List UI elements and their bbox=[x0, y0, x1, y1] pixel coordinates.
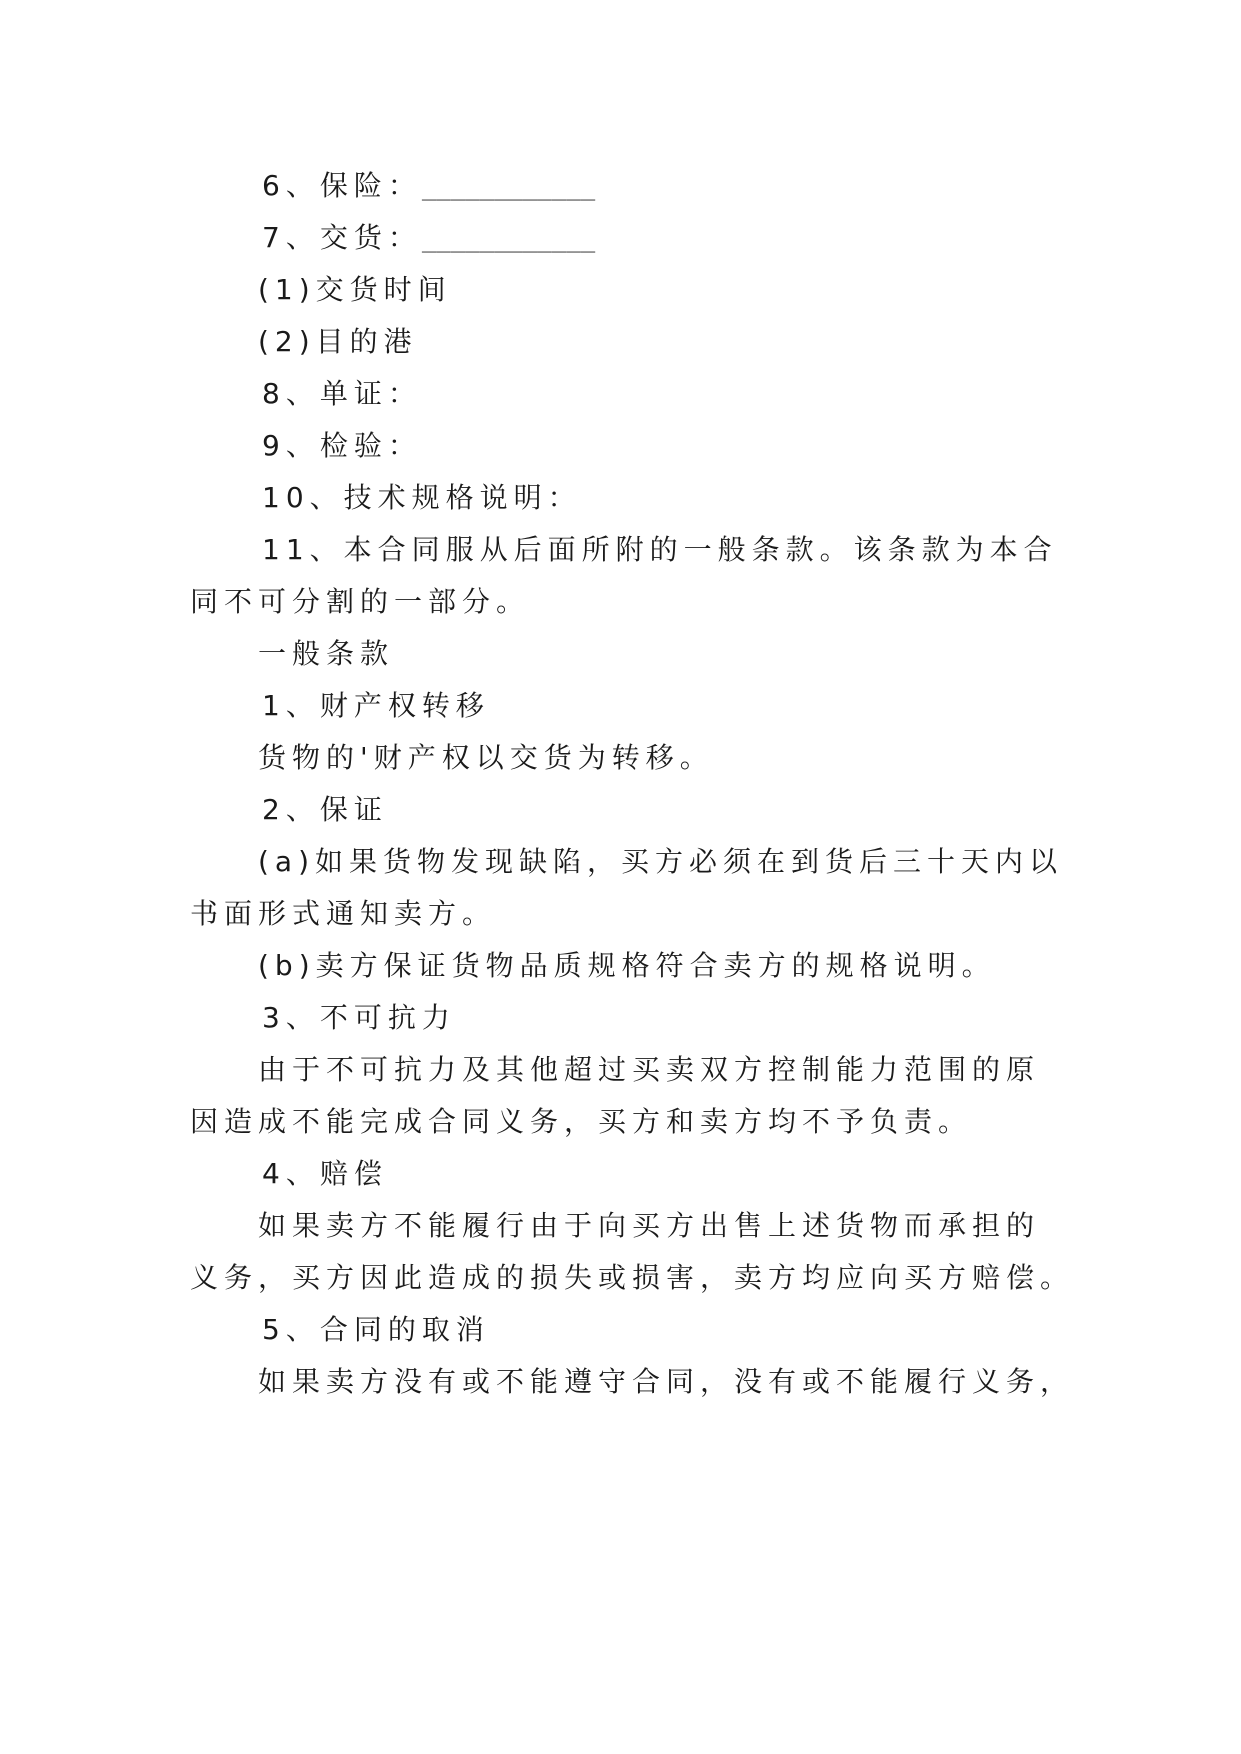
clause-technical-specs: 10、技术规格说明： bbox=[262, 481, 582, 514]
paragraph-continuation: 同不可分割的一部分。 bbox=[190, 585, 531, 618]
fill-in-blank: ____________ bbox=[421, 225, 596, 253]
paragraph: (b)卖方保证货物品质规格符合卖方的规格说明。 bbox=[258, 949, 996, 982]
fill-in-blank: ____________ bbox=[421, 173, 596, 201]
clause-title-property-transfer: 1、财产权转移 bbox=[262, 689, 490, 722]
section-heading-general-terms: 一般条款 bbox=[258, 637, 395, 670]
paragraph: 货物的'财产权以交货为转移。 bbox=[258, 741, 714, 774]
clause-general-terms-ref: 11、本合同服从后面所附的一般条款。该条款为本合 bbox=[262, 533, 1058, 566]
paragraph-continuation: 书面形式通知卖方。 bbox=[190, 897, 497, 930]
clause-title-cancellation: 5、合同的取消 bbox=[262, 1313, 490, 1346]
paragraph: (a)如果货物发现缺陷，买方必须在到货后三十天内以 bbox=[258, 845, 1064, 878]
clause-insurance bbox=[0, 166, 1241, 206]
clause-inspection: 9、检验： bbox=[262, 429, 422, 462]
clause-label: 6、保险： bbox=[262, 169, 422, 202]
paragraph-continuation: 义务，买方因此造成的损失或损害，卖方均应向买方赔偿。 bbox=[190, 1261, 1075, 1294]
paragraph: 如果卖方没有或不能遵守合同，没有或不能履行义务， bbox=[258, 1365, 1075, 1398]
clause-title-warranty: 2、保证 bbox=[262, 793, 388, 826]
paragraph: 由于不可抗力及其他超过买卖双方控制能力范围的原 bbox=[258, 1053, 1041, 1086]
paragraph: 如果卖方不能履行由于向买方出售上述货物而承担的 bbox=[258, 1209, 1041, 1242]
clause-label: 7、交货： bbox=[262, 221, 422, 254]
clause-title-force-majeure: 3、不可抗力 bbox=[262, 1001, 456, 1034]
clause-delivery bbox=[0, 218, 1241, 258]
clause-documents: 8、单证： bbox=[262, 377, 422, 410]
sub-item-delivery-time: (1)交货时间 bbox=[258, 273, 452, 306]
sub-item-destination-port: (2)目的港 bbox=[258, 325, 418, 358]
paragraph-continuation: 因造成不能完成合同义务，买方和卖方均不予负责。 bbox=[190, 1105, 973, 1138]
clause-title-compensation: 4、赔偿 bbox=[262, 1157, 388, 1190]
